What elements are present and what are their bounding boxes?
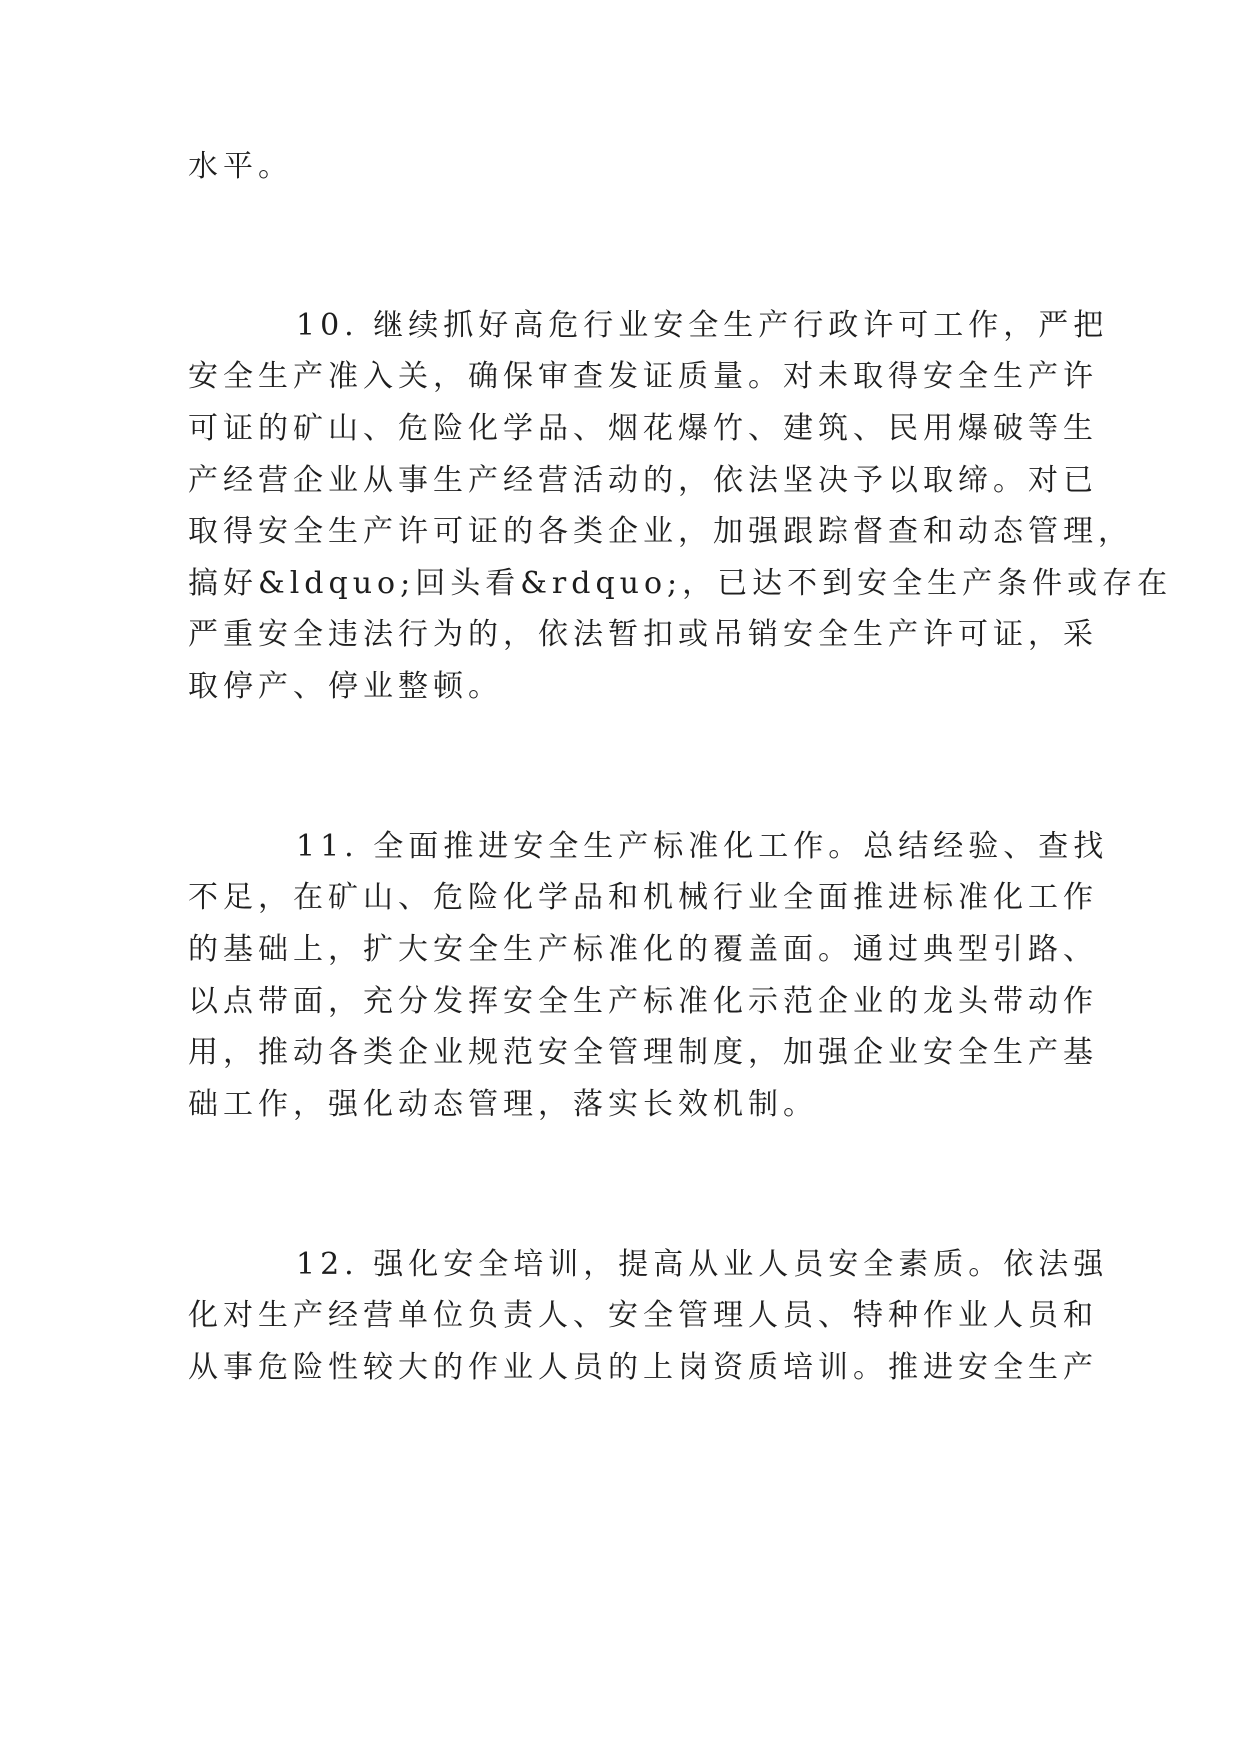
paragraph-line: 不足，在矿山、危险化学品和机械行业全面推进标准化工作 xyxy=(188,880,1098,915)
paragraph-line: 水平。 xyxy=(188,149,293,184)
paragraph-line: 取停产、停业整顿。 xyxy=(188,669,503,704)
paragraph-line: 搞好&ldquo;回头看&rdquo;，已达不到安全生产条件或存在 xyxy=(188,566,1173,601)
paragraph-line: 从事危险性较大的作业人员的上岗资质培训。推进安全生产 xyxy=(188,1350,1098,1385)
paragraph-line: 取得安全生产许可证的各类企业，加强跟踪督查和动态管理， xyxy=(188,514,1133,549)
paragraph-line: 安全生产准入关，确保审查发证质量。对未取得安全生产许 xyxy=(188,359,1098,394)
paragraph-line: 11. 全面推进安全生产标准化工作。总结经验、查找 xyxy=(296,829,1109,864)
paragraph-line: 产经营企业从事生产经营活动的，依法坚决予以取缔。对已 xyxy=(188,463,1098,498)
paragraph-line: 可证的矿山、危险化学品、烟花爆竹、建筑、民用爆破等生 xyxy=(188,411,1098,446)
paragraph-line: 的基础上，扩大安全生产标准化的覆盖面。通过典型引路、 xyxy=(188,932,1098,967)
paragraph-line: 10. 继续抓好高危行业安全生产行政许可工作，严把 xyxy=(296,308,1109,343)
paragraph-line: 用，推动各类企业规范安全管理制度，加强企业安全生产基 xyxy=(188,1035,1098,1070)
paragraph-line: 础工作，强化动态管理，落实长效机制。 xyxy=(188,1087,818,1122)
paragraph-line: 严重安全违法行为的，依法暂扣或吊销安全生产许可证，采 xyxy=(188,617,1098,652)
paragraph-line: 以点带面，充分发挥安全生产标准化示范企业的龙头带动作 xyxy=(188,984,1098,1019)
paragraph-line: 12. 强化安全培训，提高从业人员安全素质。依法强 xyxy=(296,1247,1109,1282)
paragraph-line: 化对生产经营单位负责人、安全管理人员、特种作业人员和 xyxy=(188,1298,1098,1333)
